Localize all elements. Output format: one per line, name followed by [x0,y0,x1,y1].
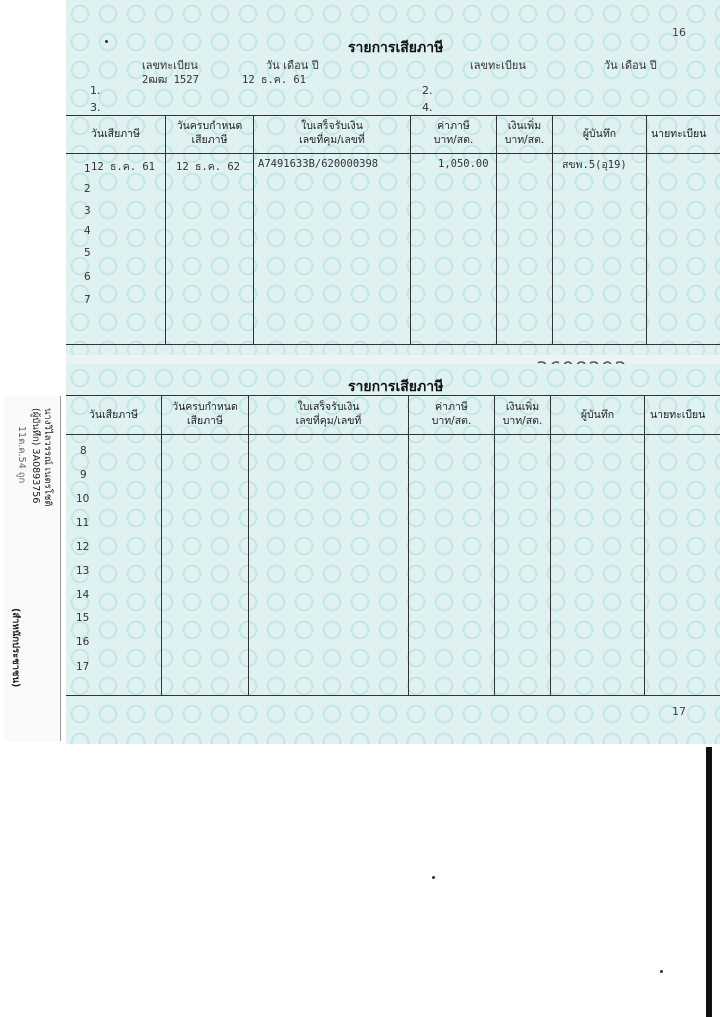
row-number: 5 [84,247,91,259]
header-surcharge-line2: บาท/สต. [504,134,545,146]
col-divider [253,115,254,344]
side-stub [4,396,61,741]
table-border-bottom [66,344,720,345]
header-surcharge [497,119,552,147]
row1-recorder: สขพ.5(อุ19) [562,159,627,171]
header-recorder: ผู้บันทึก [582,128,617,140]
page-number: 16 [672,26,686,39]
header-due-date-line1: วันครบกำหนด [172,401,238,413]
row1-receipt: A7491633B/620000398 [258,158,379,170]
top-page [66,0,720,355]
row1-paid-date: 12 ธ.ค. 61 [91,161,156,173]
header-surcharge [495,400,550,428]
item-1: 1. [90,84,101,97]
header-recorder: ผู้บันทึก [580,409,615,421]
header-receipt [249,400,408,428]
page-title: รายการเสียภาษี [348,379,444,395]
col-divider [552,115,553,344]
scan-speck [105,40,108,43]
row-number: 9 [80,469,87,481]
scan-speck [660,970,663,973]
item-4: 4. [422,101,433,114]
col-divider [550,395,551,695]
stub-office: (สำหนักประชาชน) [10,608,21,688]
row-number: 15 [76,612,90,624]
registration-label-2: เลขทะเบียน [470,59,526,72]
table-border-top [66,395,720,396]
col-divider [644,395,645,695]
col-divider [161,395,162,695]
page-number: 17 [672,705,686,718]
row1-tax: 1,050.00 [438,158,489,170]
table-border-bottom [66,695,720,696]
header-paid-date: วันเสียภาษี [91,128,140,140]
header-receipt-line1: ใบเสร็จรับเงิน [301,120,363,132]
header-tax-line2: บาท/สต. [431,415,472,427]
header-surcharge-line1: เงินเพิ่ม [505,401,540,413]
header-tax-line2: บาท/สต. [433,134,474,146]
row-number: 12 [76,541,90,553]
header-registrar: นายทะเบียน [651,128,707,140]
scan-edge-bar [706,747,712,1017]
stub-name: นางวิไลวรรณ์ เนตรโชติ [42,408,53,507]
header-tax-line1: ค่าภาษี [435,401,468,413]
col-divider [248,395,249,695]
row-number: 10 [76,493,90,505]
row-number: 2 [84,183,91,195]
page-title: รายการเสียภาษี [348,40,444,56]
date-label-2: วัน เดือน ปี [604,59,657,72]
header-due-date [162,400,248,428]
header-receipt [254,119,410,147]
row-number: 17 [76,661,90,673]
scan-speck [432,876,435,879]
header-due-date-line2: เสียภาษี [191,134,228,146]
header-divider [66,434,720,435]
date-value: 12 ธ.ค. 61 [242,74,307,86]
row-number: 6 [84,271,91,283]
col-divider [165,115,166,344]
item-3: 3. [90,101,101,114]
col-divider [496,115,497,344]
header-due-date-line2: เสียภาษี [187,415,223,427]
stub-recorder: (ผู้บันทึก) 3A0893756 [30,408,41,504]
header-registrar: นายทะเบียน [650,409,706,421]
col-divider [494,395,495,695]
item-2: 2. [422,84,433,97]
row-number: 7 [84,294,91,306]
col-divider [410,115,411,344]
header-surcharge-line2: บาท/สต. [502,415,543,427]
header-paid-date: วันเสียภาษี [89,409,138,421]
row-number: 3 [84,205,91,217]
registration-label: เลขทะเบียน [142,59,198,72]
header-due-date [166,119,253,147]
header-receipt-line1: ใบเสร็จรับเงิน [297,401,360,413]
header-receipt-line2: เลขที่คุม/เลขที่ [295,415,362,427]
stub-date: 11ต.ค.54 ถูก [16,426,27,484]
header-tax-line1: ค่าภาษี [437,120,470,132]
row-number: 13 [76,565,90,577]
header-due-date-line1: วันครบกำหนด [176,120,243,132]
row-number: 14 [76,589,90,601]
date-label: วัน เดือน ปี [266,59,319,72]
header-surcharge-line1: เงินเพิ่ม [507,120,542,132]
col-divider [646,115,647,344]
row-number: 4 [84,225,91,237]
col-divider [408,395,409,695]
row-number: 8 [80,445,87,457]
row-number: 1 [84,163,91,175]
row-number: 11 [76,517,90,529]
header-receipt-line2: เลขที่คุม/เลขที่ [299,134,365,146]
row1-due-date: 12 ธ.ค. 62 [176,161,241,173]
registration-value: 2ฒฒ 1527 [142,74,199,86]
header-tax [411,119,496,147]
row-number: 16 [76,636,90,648]
bottom-page [66,364,720,744]
header-tax [409,400,494,428]
